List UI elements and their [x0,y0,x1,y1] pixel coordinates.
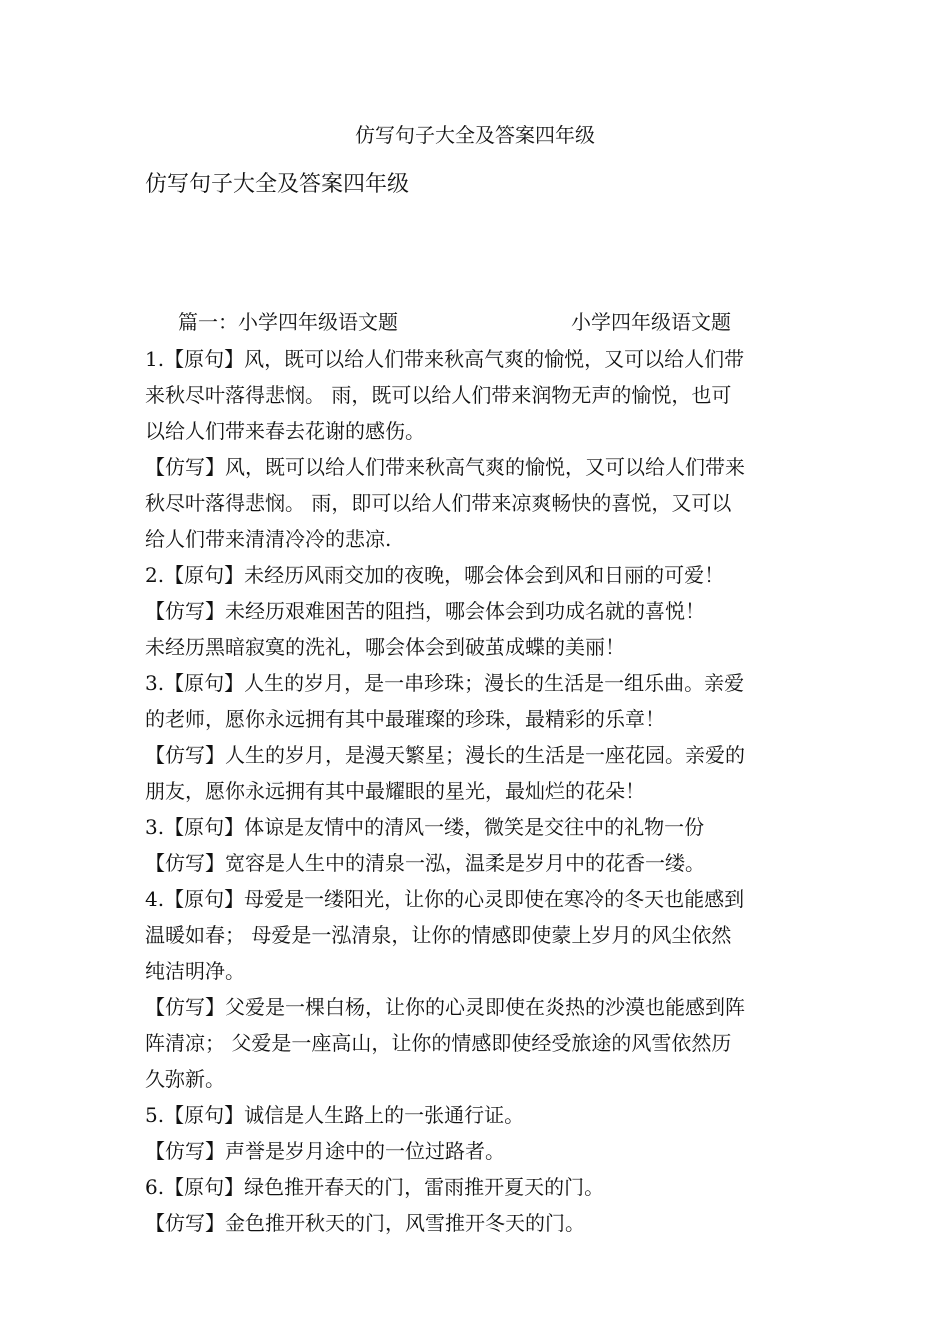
document-title: 仿写句子大全及答案四年级 [355,123,595,147]
text-line: 【仿写】人生的岁月，是漫天繁星；漫长的生活是一座花园。亲爱的 [145,743,745,767]
chapter-topic: 小学四年级语文题 [571,310,731,334]
text-line: 1.【原句】风，既可以给人们带来秋高气爽的愉悦，又可以给人们带 [145,347,745,371]
text-line: 秋尽叶落得悲悯。 雨，即可以给人们带来凉爽畅快的喜悦，又可以 [145,491,732,515]
text-line: 2.【原句】未经历风雨交加的夜晚，哪会体会到风和日丽的可爱！ [145,563,725,587]
text-line: 【仿写】风，既可以给人们带来秋高气爽的愉悦，又可以给人们带来 [145,455,745,479]
text-line: 纯洁明净。 [145,959,245,983]
text-line: 3.【原句】人生的岁月，是一串珍珠；漫长的生活是一组乐曲。亲爱 [145,671,745,695]
text-line: 久弥新。 [145,1067,225,1091]
text-line: 4.【原句】母爱是一缕阳光，让你的心灵即使在寒冷的冬天也能感到 [145,887,745,911]
text-line: 以给人们带来春去花谢的感伤。 [145,419,425,443]
text-line: 【仿写】未经历艰难困苦的阻挡，哪会体会到功成名就的喜悦！ [145,599,705,623]
text-line: 来秋尽叶落得悲悯。 雨，既可以给人们带来润物无声的愉悦，也可 [145,383,732,407]
text-line: 的老师，愿你永远拥有其中最璀璨的珍珠，最精彩的乐章！ [145,707,665,731]
text-line: 3.【原句】体谅是友情中的清风一缕，微笑是交往中的礼物一份 [145,815,705,839]
text-line: 【仿写】父爱是一棵白杨，让你的心灵即使在炎热的沙漠也能感到阵 [145,995,745,1019]
text-line: 温暖如春； 母爱是一泓清泉，让你的情感即使蒙上岁月的风尘依然 [145,923,732,947]
text-line: 【仿写】金色推开秋天的门，风雪推开冬天的门。 [145,1211,585,1235]
text-line: 给人们带来清清冷冷的悲凉. [145,527,392,551]
text-line: 【仿写】声誉是岁月途中的一位过路者。 [145,1139,505,1163]
text-line: 5.【原句】诚信是人生路上的一张通行证。 [145,1103,525,1127]
chapter-heading [178,308,798,336]
text-line: 6.【原句】绿色推开春天的门，雷雨推开夏天的门。 [145,1175,605,1199]
document-subtitle: 仿写句子大全及答案四年级 [145,172,410,197]
text-line: 【仿写】宽容是人生中的清泉一泓，温柔是岁月中的花香一缕。 [145,851,705,875]
text-line: 阵清凉； 父爱是一座高山，让你的情感即使经受旅途的风雪依然历 [145,1031,732,1055]
text-line: 朋友，愿你永远拥有其中最耀眼的星光，最灿烂的花朵！ [145,779,645,803]
chapter-label: 篇一：小学四年级语文题 [178,310,398,334]
text-line: 未经历黑暗寂寞的洗礼，哪会体会到破茧成蝶的美丽！ [145,635,625,659]
document-body [145,341,815,1241]
